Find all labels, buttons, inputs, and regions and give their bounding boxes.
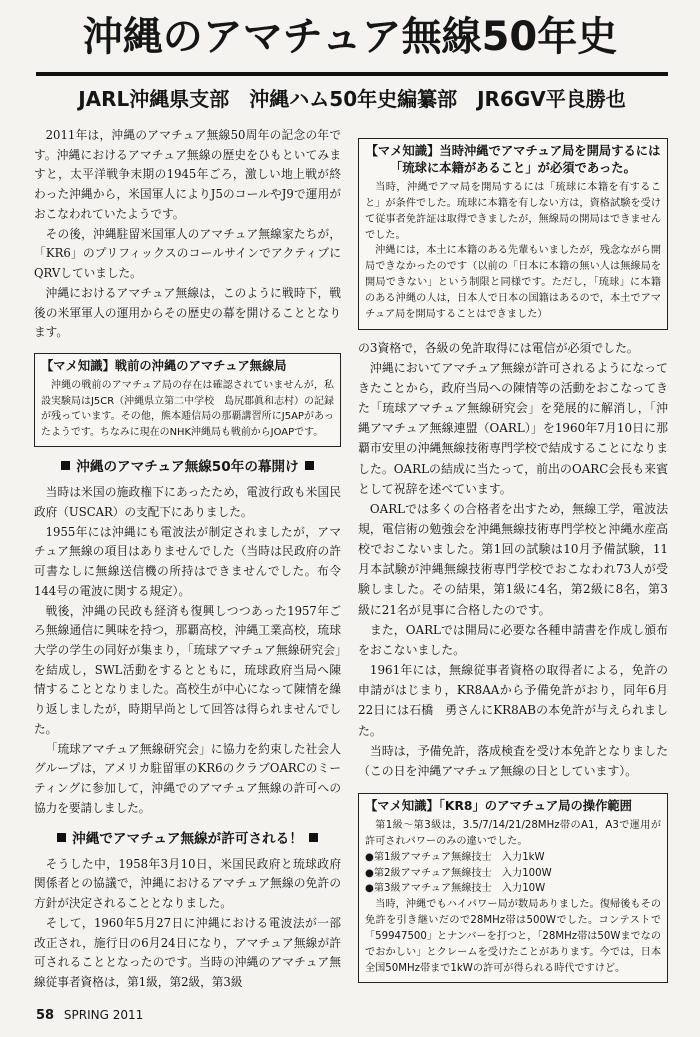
body-paragraph: 沖縄においてアマチュア無線が許可されるようになってきたことから，政府当局への陳情等の活動をおこなってきた「琉球アマチュア無線研究会」を発展的に解消し，「沖縄アマチュア無線連盟（OARL）」を1960年7月10日に那覇市安里の沖縄無線技術専門学校で結成することになりました。OARLの結成に当たって，前出のOARC会長も来賓として祝辞を述べています。 (358, 360, 668, 496)
square-bullet-icon (57, 833, 66, 842)
square-bullet-icon (61, 461, 70, 470)
trivia-box-kr8 (358, 793, 668, 983)
title-rule (36, 72, 668, 76)
trivia-box-body: 沖縄には，本土に本籍のある先輩もいましたが，残念ながら開局できなかったのです（以前の「日本に本籍の無い人は無線局を開局できない」という制限と同様です。ただし，「琉球」に本籍のある沖縄の人は，日本人で日本の国籍はあるので，本土でアマチュア局を開局することはできました） (365, 245, 661, 320)
trivia-box-prewar (34, 353, 341, 447)
license-class-list (365, 850, 661, 898)
trivia-box-domicile (358, 138, 668, 330)
body-paragraph: そして，1960年5月27日に沖縄における電波法が一部改正され，施行日の6月24日になり，アマチュア無線が許可されることとなったのです。当時の沖縄のアマチュア無線従事者資格は，第1級，第2級，第3級 (34, 915, 341, 990)
body-paragraph: 当時は，予備免許，落成検査を受け本免許となりました（この日を沖縄アマチュア無線の日としています）。 (358, 743, 668, 778)
body-paragraph: OARLでは多くの合格者を出すため，無線工学，電波法規，電信術の勉強会を沖縄無線技術専門学校と沖縄水産高校でおこないました。第1回の試験は10月予備試験，11月本試験が沖縄無線技術専門学校でおこなわれ73人が受験しました。その結果，第1級に4名，第2級に8名，第3級に21名が見事に合格したのです。 (358, 501, 668, 617)
left-column (34, 126, 341, 993)
intro-paragraph: 2011年は，沖縄のアマチュア無線50周年の記念の年です。沖縄におけるアマチュア無線の歴史をひもといてみますと，太平洋戦争末期の1945年ごろ，激しい地上戦が終わった沖縄から，米国軍人によりJ5のコールやJ9で運用がおこなわれていたようです。 (34, 128, 341, 221)
trivia-box-title: 【マメ知識】「KR8」のアマチュア局の操作範囲 (365, 799, 632, 814)
body-paragraph: 当時は米国の施政権下にあったため，電波行政も米国民政府（USCAR）の支配下にありました。 (34, 485, 341, 519)
trivia-box-title: 【マメ知識】当時沖縄でアマチュア局を開局するには「琉球に本籍があること」が必須であった。 (365, 144, 661, 175)
square-bullet-icon (309, 833, 318, 842)
trivia-box-body: 当時，沖縄でアマ局を開局するには「琉球に本籍を有すること」が条件でした。琉球に本籍を有しない方は，資格試験を受けて従事者免許証は取得できましたが，無線局の開局はできませんでした。 (365, 182, 661, 241)
intro-paragraph: その後，沖縄駐留米国軍人のアマチュア無線家たちが，「KR6」のプリフィックスのコールサインでアクティブにQRVしていました。 (34, 226, 341, 281)
byline: JARL沖縄県支部 沖縄ハム50年史編纂部 JR6GV平良勝也 (78, 87, 626, 111)
issue-label: SPRING 2011 (63, 1008, 144, 1022)
trivia-box-title: 【マメ知識】戦前の沖縄のアマチュア無線局 (41, 359, 287, 374)
page-footer (36, 1008, 143, 1023)
body-paragraph: の3資格で，各級の免許取得には電信が必須でした。 (358, 340, 639, 355)
section-heading-dawn: 沖縄のアマチュア無線50年の幕開け (34, 457, 341, 477)
body-paragraph: 1961年には，無線従事者資格の取得者による，免許の申請がはじまり，KR8AAから予備免許がおり，同年6月22日には石橋 勇さんにKR8ABの本免許が与えられました。 (358, 663, 668, 738)
list-item: ●第3級アマチュア無線技士 入力10W (365, 883, 546, 895)
section-heading-permitted: 沖縄でアマチュア無線が許可される！ (34, 829, 341, 849)
page-title: 沖縄のアマチュア無線50年史 (82, 14, 618, 60)
trivia-box-body: 当時，沖縄でもハイパワー局が数局ありました。復帰後もその免許を引き継いだので28MHz帯は500Wでした。コンテストで「59947500」とナンバーを打つと，「28MHz帯は50Wまでなのでおかしい」とクレームを受けたことがあります。今では，日本全国50MHz帯まで1kWの許可が得られる時代ですけど。 (365, 899, 661, 974)
body-paragraph: 1955年には沖縄にも電波法が制定されましたが，アマチュア無線の項目はありませんでした（当時は民政府の許可書なしに無線送信機の所持はできませんでした。布令144号の電波に関する規定）。 (34, 524, 341, 598)
square-bullet-icon (305, 461, 314, 470)
list-item: ●第1級アマチュア無線技士 入力1kW (365, 851, 545, 863)
trivia-box-body: 第1級～第3級は，3.5/7/14/21/28MHz帯のA1，A3で運用が許可されパワーのみの違いでした。 (365, 820, 661, 847)
intro-paragraph: 沖縄におけるアマチュア無線は，このように戦時下，戦後の米軍軍人の運用からその歴史の幕を開けることとなります。 (34, 285, 341, 340)
body-paragraph: そうした中，1958年3月10日，米国民政府と琉球政府関係者との協議で，沖縄におけるアマチュア無線の免許の方針が決定されることとなりました。 (34, 856, 341, 911)
page-number: 58 (36, 1008, 55, 1023)
body-paragraph: 「琉球アマチュア無線研究会」に協力を約束した社会人グループは，アメリカ駐留軍のKR6のクラブOARCのミーティングに参加して，沖縄でのアマチュア無線の許可への協力を要請しました。 (34, 741, 341, 815)
right-column (358, 138, 668, 991)
body-paragraph: また，OARLでは開局に必要な各種申請書を作成し頒布をおこないました。 (358, 622, 668, 657)
body-paragraph: 戦後，沖縄の民政も経済も復興しつつあった1957年ごろ無線通信に興味を持つ，那覇高校，沖縄工業高校，琉球大学の学生の同好が集まり，「琉球アマチュア無線研究会」を結成し，SWL活動をするとともに，琉球政府当局へ陳情することとなりました。高校生が中心になって陳情を繰り返しましたが，時期早尚として回答は得られませんでした。 (34, 603, 341, 736)
list-item: ●第2級アマチュア無線技士 入力100W (365, 867, 552, 879)
trivia-box-body: 沖縄の戦前のアマチュア局の存在は確認されていませんが，私設実験局はJ5CR（沖縄県立第二中学校 島尻郡眞和志村）の記録が残っています。その他，熊本逓信局の那覇講習所にJ5APがあったようです。ちなみに現在のNHK沖縄局も戦前からJOAPです。 (41, 380, 334, 438)
